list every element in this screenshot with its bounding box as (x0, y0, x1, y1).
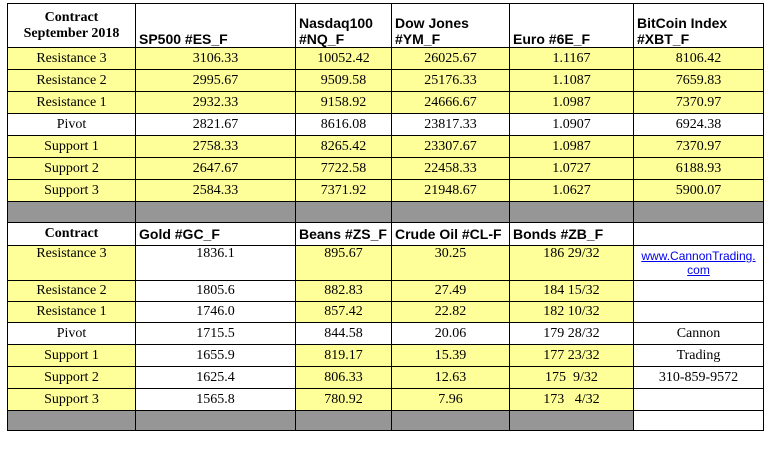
header-gold: Gold #GC_F (136, 223, 296, 246)
table2-row-resistance-3 (8, 246, 764, 281)
value-cell: 9158.92 (296, 92, 392, 114)
row-label: Support 2 (8, 367, 136, 389)
table1-row-resistance-3 (8, 48, 764, 70)
value-cell: 23817.33 (392, 114, 510, 136)
row-label: Support 2 (8, 158, 136, 180)
row-label: Support 3 (8, 389, 136, 411)
value-cell: 2932.33 (136, 92, 296, 114)
value-cell: 7659.83 (634, 70, 764, 92)
value-cell: 1.0987 (510, 136, 634, 158)
row-label: Support 1 (8, 345, 136, 367)
table1-contract-header (8, 4, 136, 48)
phone-number: 310-859-9572 (634, 367, 764, 389)
value-cell: 1715.5 (136, 323, 296, 345)
value-cell: 844.58 (296, 323, 392, 345)
value-cell: 179 28/32 (510, 323, 634, 345)
table2-row-support-3 (8, 389, 764, 411)
value-cell: 12.63 (392, 367, 510, 389)
value-cell: 2821.67 (136, 114, 296, 136)
value-cell: 22.82 (392, 302, 510, 323)
row-label: Resistance 3 (8, 246, 136, 281)
value-cell: 806.33 (296, 367, 392, 389)
value-cell: 1746.0 (136, 302, 296, 323)
website-link-cell (634, 246, 764, 281)
value-cell: 1.0907 (510, 114, 634, 136)
header-bonds: Bonds #ZB_F (510, 223, 634, 246)
header-beans: Beans #ZS_F (296, 223, 392, 246)
value-cell: 25176.33 (392, 70, 510, 92)
value-cell: 1565.8 (136, 389, 296, 411)
table2-row-support-2 (8, 367, 764, 389)
value-cell: 8265.42 (296, 136, 392, 158)
value-cell: 1805.6 (136, 281, 296, 302)
header-crude-oil: Crude Oil #CL-F (392, 223, 510, 246)
table2-row-resistance-1 (8, 302, 764, 323)
value-cell: 5900.07 (634, 180, 764, 202)
row-label: Resistance 3 (8, 48, 136, 70)
row-label: Resistance 2 (8, 281, 136, 302)
value-cell: 182 10/32 (510, 302, 634, 323)
table1-row-support-1 (8, 136, 764, 158)
value-cell: 1.1087 (510, 70, 634, 92)
value-cell: 1836.1 (136, 246, 296, 281)
row-label: Pivot (8, 323, 136, 345)
value-cell: 2758.33 (136, 136, 296, 158)
table1-header-row (8, 4, 764, 48)
row-label: Resistance 1 (8, 92, 136, 114)
row-label: Resistance 1 (8, 302, 136, 323)
value-cell: 9509.58 (296, 70, 392, 92)
value-cell: 20.06 (392, 323, 510, 345)
table1-body (8, 48, 764, 202)
table2-body (8, 246, 764, 411)
value-cell: 7371.92 (296, 180, 392, 202)
empty-cell (634, 281, 764, 302)
header-bitcoin: BitCoin Index #XBT_F (634, 4, 764, 48)
value-cell: 6188.93 (634, 158, 764, 180)
table1-row-resistance-1 (8, 92, 764, 114)
value-cell: 819.17 (296, 345, 392, 367)
value-cell: 895.67 (296, 246, 392, 281)
value-cell: 8616.08 (296, 114, 392, 136)
value-cell: 1.0627 (510, 180, 634, 202)
value-cell: 1655.9 (136, 345, 296, 367)
value-cell: 8106.42 (634, 48, 764, 70)
header-sp500: SP500 #ES_F (136, 4, 296, 48)
company-name-line2: Trading (634, 345, 764, 367)
header-nasdaq100: Nasdaq100 #NQ_F (296, 4, 392, 48)
value-cell: 21948.67 (392, 180, 510, 202)
row-label: Resistance 2 (8, 70, 136, 92)
value-cell: 177 23/32 (510, 345, 634, 367)
pivot-levels-sheet (7, 3, 764, 431)
table2-row-support-1 (8, 345, 764, 367)
value-cell: 30.25 (392, 246, 510, 281)
value-cell: 780.92 (296, 389, 392, 411)
value-cell: 7370.97 (634, 92, 764, 114)
table2-row-resistance-2 (8, 281, 764, 302)
contract-month: September 2018 (23, 25, 120, 41)
value-cell: 22458.33 (392, 158, 510, 180)
value-cell: 186 29/32 (510, 246, 634, 281)
value-cell: 2584.33 (136, 180, 296, 202)
empty-cell (634, 302, 764, 323)
value-cell: 1.1167 (510, 48, 634, 70)
company-name-line1: Cannon (634, 323, 764, 345)
value-cell: 3106.33 (136, 48, 296, 70)
table2-contract-header: Contract (8, 223, 136, 246)
value-cell: 175 9/32 (510, 367, 634, 389)
separator-row (8, 202, 764, 223)
website-link[interactable]: www.CannonTrading. com (641, 249, 756, 277)
value-cell: 26025.67 (392, 48, 510, 70)
table1-row-support-2 (8, 158, 764, 180)
value-cell: 7.96 (392, 389, 510, 411)
value-cell: 173 4/32 (510, 389, 634, 411)
value-cell: 24666.67 (392, 92, 510, 114)
value-cell: 6924.38 (634, 114, 764, 136)
value-cell: 7370.97 (634, 136, 764, 158)
header-euro: Euro #6E_F (510, 4, 634, 48)
value-cell: 1625.4 (136, 367, 296, 389)
value-cell: 1.0987 (510, 92, 634, 114)
empty-cell (634, 389, 764, 411)
value-cell: 10052.42 (296, 48, 392, 70)
table2-header-row (8, 223, 764, 246)
value-cell: 23307.67 (392, 136, 510, 158)
value-cell: 857.42 (296, 302, 392, 323)
value-cell: 882.83 (296, 281, 392, 302)
bottom-separator-row (8, 411, 764, 431)
table1-row-support-3 (8, 180, 764, 202)
header-dow-jones: Dow Jones #YM_F (392, 4, 510, 48)
value-cell: 2647.67 (136, 158, 296, 180)
value-cell: 184 15/32 (510, 281, 634, 302)
row-label: Support 1 (8, 136, 136, 158)
row-label: Support 3 (8, 180, 136, 202)
table2-row-pivot (8, 323, 764, 345)
table1-row-pivot (8, 114, 764, 136)
table1-row-resistance-2 (8, 70, 764, 92)
value-cell: 27.49 (392, 281, 510, 302)
contract-label: Contract (44, 9, 99, 25)
row-label: Pivot (8, 114, 136, 136)
value-cell: 7722.58 (296, 158, 392, 180)
value-cell: 15.39 (392, 345, 510, 367)
value-cell: 1.0727 (510, 158, 634, 180)
value-cell: 2995.67 (136, 70, 296, 92)
